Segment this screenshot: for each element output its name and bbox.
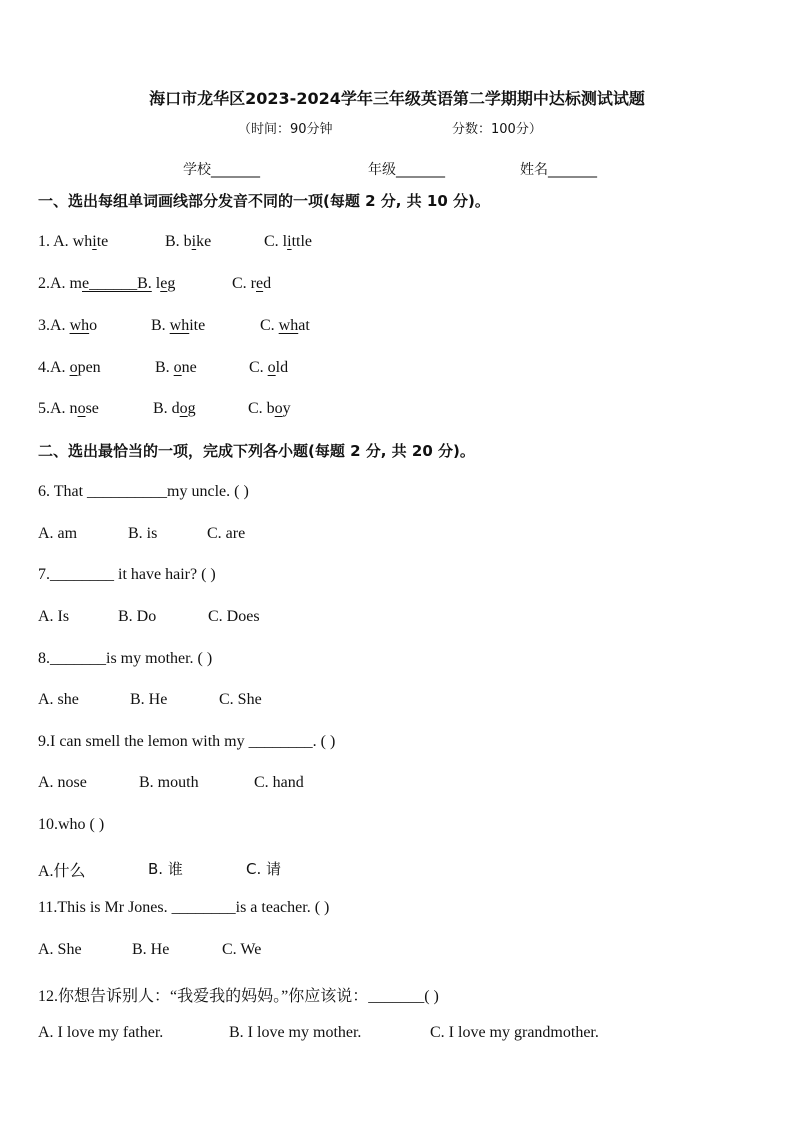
q1-option-b: B. bike [165,233,212,250]
option-c: C. We [222,941,262,958]
option-a: A. Is [38,608,70,625]
q4-a-underline: o [69,359,78,376]
q5-a-tail: se [85,400,99,417]
q4-a-tail: pen [77,359,101,376]
q5-a-underline: o [77,400,86,417]
option-b: B. is [128,525,158,542]
q5-option-b: B. dog [153,400,196,417]
option-a: A.什么 [38,863,86,880]
option-b: B. 谁 [148,860,183,878]
question-10-options [38,858,282,881]
q3-a-prefix: 3.A. [38,317,70,334]
option-b: B. He [132,941,170,958]
question-7: 7.________ it have hair? ( ) [38,566,216,583]
q4-option-b: B. one [155,359,197,376]
q3-a-tail: o [89,317,98,334]
option-a: A. I love my father. [38,1024,164,1041]
option-b: B. mouth [139,774,199,791]
section1-heading: 一、选出每组单词画线部分发音不同的一项(每题 2 分, 共 10 分)。 [38,192,490,210]
q1-a-underline: i [92,233,97,250]
page-title: 海口市龙华区2023-2024学年三年级英语第二学期期中达标测试试题 [149,89,645,108]
q3-a-underline: wh [69,317,90,334]
q1-a-prefix: 1. A. wh [38,233,93,250]
question-12: 12.你想告诉别人：“我爱我的妈妈。”你应该说：_______( ) [38,988,439,1005]
question-2 [38,275,272,293]
q2-a-underline: e______B. [82,275,152,292]
question-6: 6. That __________my uncle. ( ) [38,483,249,500]
question-10: 10.who ( ) [38,816,105,833]
question-8: 8._______is my mother. ( ) [38,650,213,667]
question-7-options [38,608,260,626]
option-c: C. are [207,525,246,542]
q2-b-prefix: l [151,275,161,292]
question-6-options [38,525,246,543]
q2-b-underline: e [160,275,168,292]
option-c: C. I love my grandmother. [430,1024,599,1041]
q5-option-c: C. boy [248,400,291,417]
exam-score: 分数：100分） [452,122,542,137]
option-b: B. Do [118,608,157,625]
q2-option-c: C. red [232,275,272,292]
q4-a-prefix: 4.A. [38,359,70,376]
option-b: B. I love my mother. [229,1024,362,1041]
q2-b-tail: g [167,275,176,292]
q4-option-c: C. old [249,359,289,376]
question-11: 11.This is Mr Jones. ________is a teacher. ( ) [38,899,330,916]
question-8-options [38,691,262,709]
q5-a-prefix: 5.A. n [38,400,78,417]
question-3 [38,317,310,335]
section2-heading: 二、选出最恰当的一项，完成下列各小题(每题 2 分, 共 20 分)。 [38,442,475,460]
q1-a-tail: te [96,233,109,250]
question-5 [38,400,291,418]
question-1 [38,233,313,251]
name-field: 姓名_______ [520,162,597,178]
q1-option-c: C. little [264,233,313,250]
option-c: C. 请 [246,860,282,878]
question-4 [38,359,289,377]
option-b: B. He [130,691,168,708]
q3-option-b: B. white [151,317,206,334]
option-a: A. She [38,941,82,958]
question-9-options [38,774,304,792]
option-c: C. Does [208,608,260,625]
school-field: 学校_______ [183,162,260,178]
q3-option-c: C. what [260,317,310,334]
grade-field: 年级_______ [368,162,445,178]
question-12-options [38,1024,599,1042]
option-a: A. nose [38,774,87,791]
question-9: 9.I can smell the lemon with my ________. ( ) [38,733,336,750]
exam-time: （时间：90分钟 [238,122,333,137]
q2-a-prefix: 2.A. m [38,275,82,292]
option-c: C. She [219,691,262,708]
option-a: A. am [38,525,78,542]
option-c: C. hand [254,774,304,791]
option-a: A. she [38,691,79,708]
question-11-options [38,941,262,959]
